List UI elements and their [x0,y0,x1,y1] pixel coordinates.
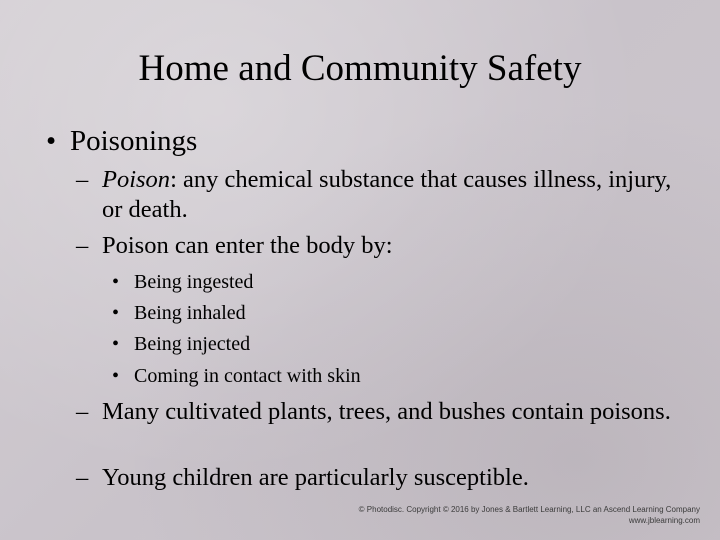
slide-title: Home and Community Safety [138,48,582,89]
bullet-icon: • [46,125,57,157]
dash-icon: – [76,464,89,491]
bullet-icon: • [112,302,120,324]
sub-point-text: Young children are particularly susceptible. [102,464,529,491]
dash-icon: – [76,398,89,425]
route-label: Being inhaled [134,302,246,324]
bullet-icon: • [112,333,120,355]
route-item [112,301,246,325]
definition-rest: : any chemical substance that causes illness, injury, or death. [102,166,672,223]
definition-term: Poison [102,166,171,193]
dash-icon: – [76,166,89,193]
route-label: Coming in contact with skin [134,365,361,387]
main-point-label: Poisonings [70,125,198,157]
sub-point-children [76,463,686,493]
route-label: Being ingested [134,271,254,293]
main-point [46,124,197,158]
route-item [112,332,250,356]
route-label: Being injected [134,333,251,355]
sub-point-text: Many cultivated plants, trees, and bushes contain poisons. [102,398,671,425]
sub-point-text [76,165,686,225]
bullet-icon: • [112,365,120,387]
sub-point-text: Poison can enter the body by: [102,232,393,259]
publisher-url: www.jblearning.com [628,516,700,525]
bullet-icon: • [112,271,120,293]
copyright-notice [359,504,700,526]
sub-point-cultivated [76,397,686,427]
sub-point-enter-body [76,231,686,261]
sub-point-definition [76,165,686,225]
route-item [112,364,361,388]
copyright-line: © Photodisc. Copyright © 2016 by Jones & Bartlett Learning, LLC an Ascend Learning Company [358,505,700,514]
dash-icon: – [76,232,89,259]
route-item [112,270,253,294]
